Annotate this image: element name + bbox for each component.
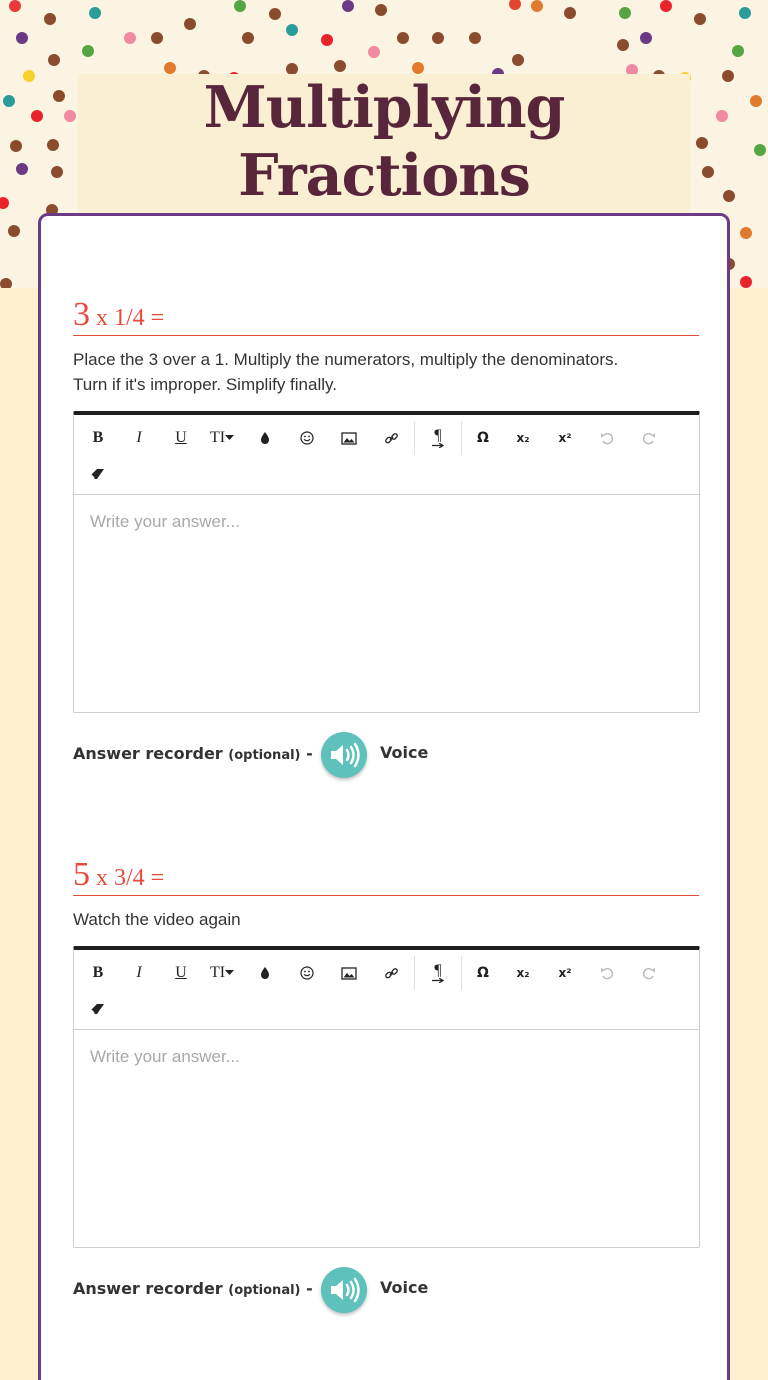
caret-down-icon <box>225 435 234 441</box>
answer-recorder-text: Answer recorder <box>73 744 223 763</box>
page-title-line-1: Multiplying Fractions <box>203 74 565 209</box>
insert-image-button[interactable] <box>335 425 363 451</box>
special-character-button[interactable]: Ω <box>477 430 489 446</box>
paragraph-direction-label: ¶ <box>434 961 442 979</box>
question-2-answer-editor <box>73 946 700 1248</box>
question-1-instruction-line-1: Place the 3 over a 1. Multiply the numerators, multiply the denominators. <box>73 350 619 369</box>
superscript-button[interactable]: x² <box>558 966 572 980</box>
answer-recorder-optional: (optional) <box>228 1283 301 1298</box>
clear-format-button[interactable] <box>84 996 112 1022</box>
special-character-button[interactable]: Ω <box>477 965 489 981</box>
arrow-right-icon <box>432 443 444 448</box>
redo-button[interactable] <box>635 960 663 986</box>
answer-recorder-dash: - <box>300 1279 313 1298</box>
subscript-button[interactable]: x₂ <box>516 966 530 980</box>
text-color-button[interactable] <box>251 425 279 451</box>
question-2-title-number: 5 <box>73 856 90 893</box>
caret-down-icon <box>225 970 234 976</box>
bold-button[interactable]: B <box>92 429 104 446</box>
text-color-button[interactable] <box>251 960 279 986</box>
paragraph-direction-button[interactable] <box>424 960 452 986</box>
paragraph-direction-button[interactable] <box>424 425 452 451</box>
link-icon <box>384 966 399 981</box>
redo-button[interactable] <box>635 425 663 451</box>
superscript-button[interactable]: x² <box>558 431 572 445</box>
question-1-title <box>73 298 699 336</box>
toolbar-separator <box>461 421 462 455</box>
clear-format-button[interactable] <box>84 461 112 487</box>
droplet-icon <box>260 966 270 980</box>
question-1-title-rest: x 1/4 = <box>90 305 165 331</box>
image-icon <box>341 967 357 980</box>
redo-icon <box>642 431 656 445</box>
question-2-instruction-line-1: Watch the video again <box>73 910 241 929</box>
eraser-icon <box>90 468 106 480</box>
speaker-icon <box>321 732 367 778</box>
question-1 <box>73 298 699 397</box>
question-2-answer-recorder <box>73 1267 473 1313</box>
insert-link-button[interactable] <box>377 425 405 451</box>
undo-icon <box>600 966 614 980</box>
undo-button[interactable] <box>593 960 621 986</box>
paragraph-direction-label: ¶ <box>434 426 442 444</box>
droplet-icon <box>260 431 270 445</box>
undo-button[interactable] <box>593 425 621 451</box>
question-2-editor-toolbar <box>74 950 699 1030</box>
question-1-instructions <box>73 347 699 397</box>
bold-button[interactable]: B <box>92 964 104 981</box>
answer-recorder-text: Answer recorder <box>73 1279 223 1298</box>
answer-recorder-dash: - <box>300 744 313 763</box>
text-size-button[interactable] <box>208 960 236 986</box>
toolbar-separator <box>461 956 462 990</box>
text-size-label: TI <box>209 429 226 446</box>
question-1-answer-input[interactable]: Write your answer... <box>90 512 240 531</box>
smiley-icon <box>300 966 314 980</box>
toolbar-separator <box>414 956 415 990</box>
question-1-editor-toolbar <box>74 415 699 495</box>
subscript-button[interactable]: x₂ <box>516 431 530 445</box>
answer-recorder-label <box>73 1279 313 1298</box>
question-2 <box>73 858 699 932</box>
text-size-label: TI <box>209 964 226 981</box>
italic-button[interactable]: I <box>136 964 142 981</box>
emoji-button[interactable] <box>293 425 321 451</box>
emoji-button[interactable] <box>293 960 321 986</box>
voice-label: Voice <box>380 743 429 762</box>
link-icon <box>384 431 399 446</box>
text-size-button[interactable] <box>208 425 236 451</box>
eraser-icon <box>90 1003 106 1015</box>
underline-button[interactable]: U <box>175 964 187 981</box>
redo-icon <box>642 966 656 980</box>
question-2-answer-input[interactable]: Write your answer... <box>90 1047 240 1066</box>
voice-record-button[interactable] <box>321 1267 367 1313</box>
italic-button[interactable]: I <box>136 429 142 446</box>
arrow-right-icon <box>432 978 444 983</box>
worksheet-card <box>38 213 730 1380</box>
image-icon <box>341 432 357 445</box>
insert-image-button[interactable] <box>335 960 363 986</box>
answer-recorder-optional: (optional) <box>228 748 301 763</box>
toolbar-separator <box>414 421 415 455</box>
voice-record-button[interactable] <box>321 732 367 778</box>
speaker-icon <box>321 1267 367 1313</box>
question-1-instruction-line-2: Turn if it's improper. Simplify finally. <box>73 375 337 394</box>
question-1-answer-recorder <box>73 732 473 778</box>
smiley-icon <box>300 431 314 445</box>
question-2-title <box>73 858 699 896</box>
question-1-title-number: 3 <box>73 296 90 333</box>
question-2-instructions <box>73 907 699 932</box>
voice-label: Voice <box>380 1278 429 1297</box>
undo-icon <box>600 431 614 445</box>
question-2-title-rest: x 3/4 = <box>90 865 165 891</box>
underline-button[interactable]: U <box>175 429 187 446</box>
question-1-answer-editor <box>73 411 700 713</box>
insert-link-button[interactable] <box>377 960 405 986</box>
answer-recorder-label <box>73 744 313 763</box>
